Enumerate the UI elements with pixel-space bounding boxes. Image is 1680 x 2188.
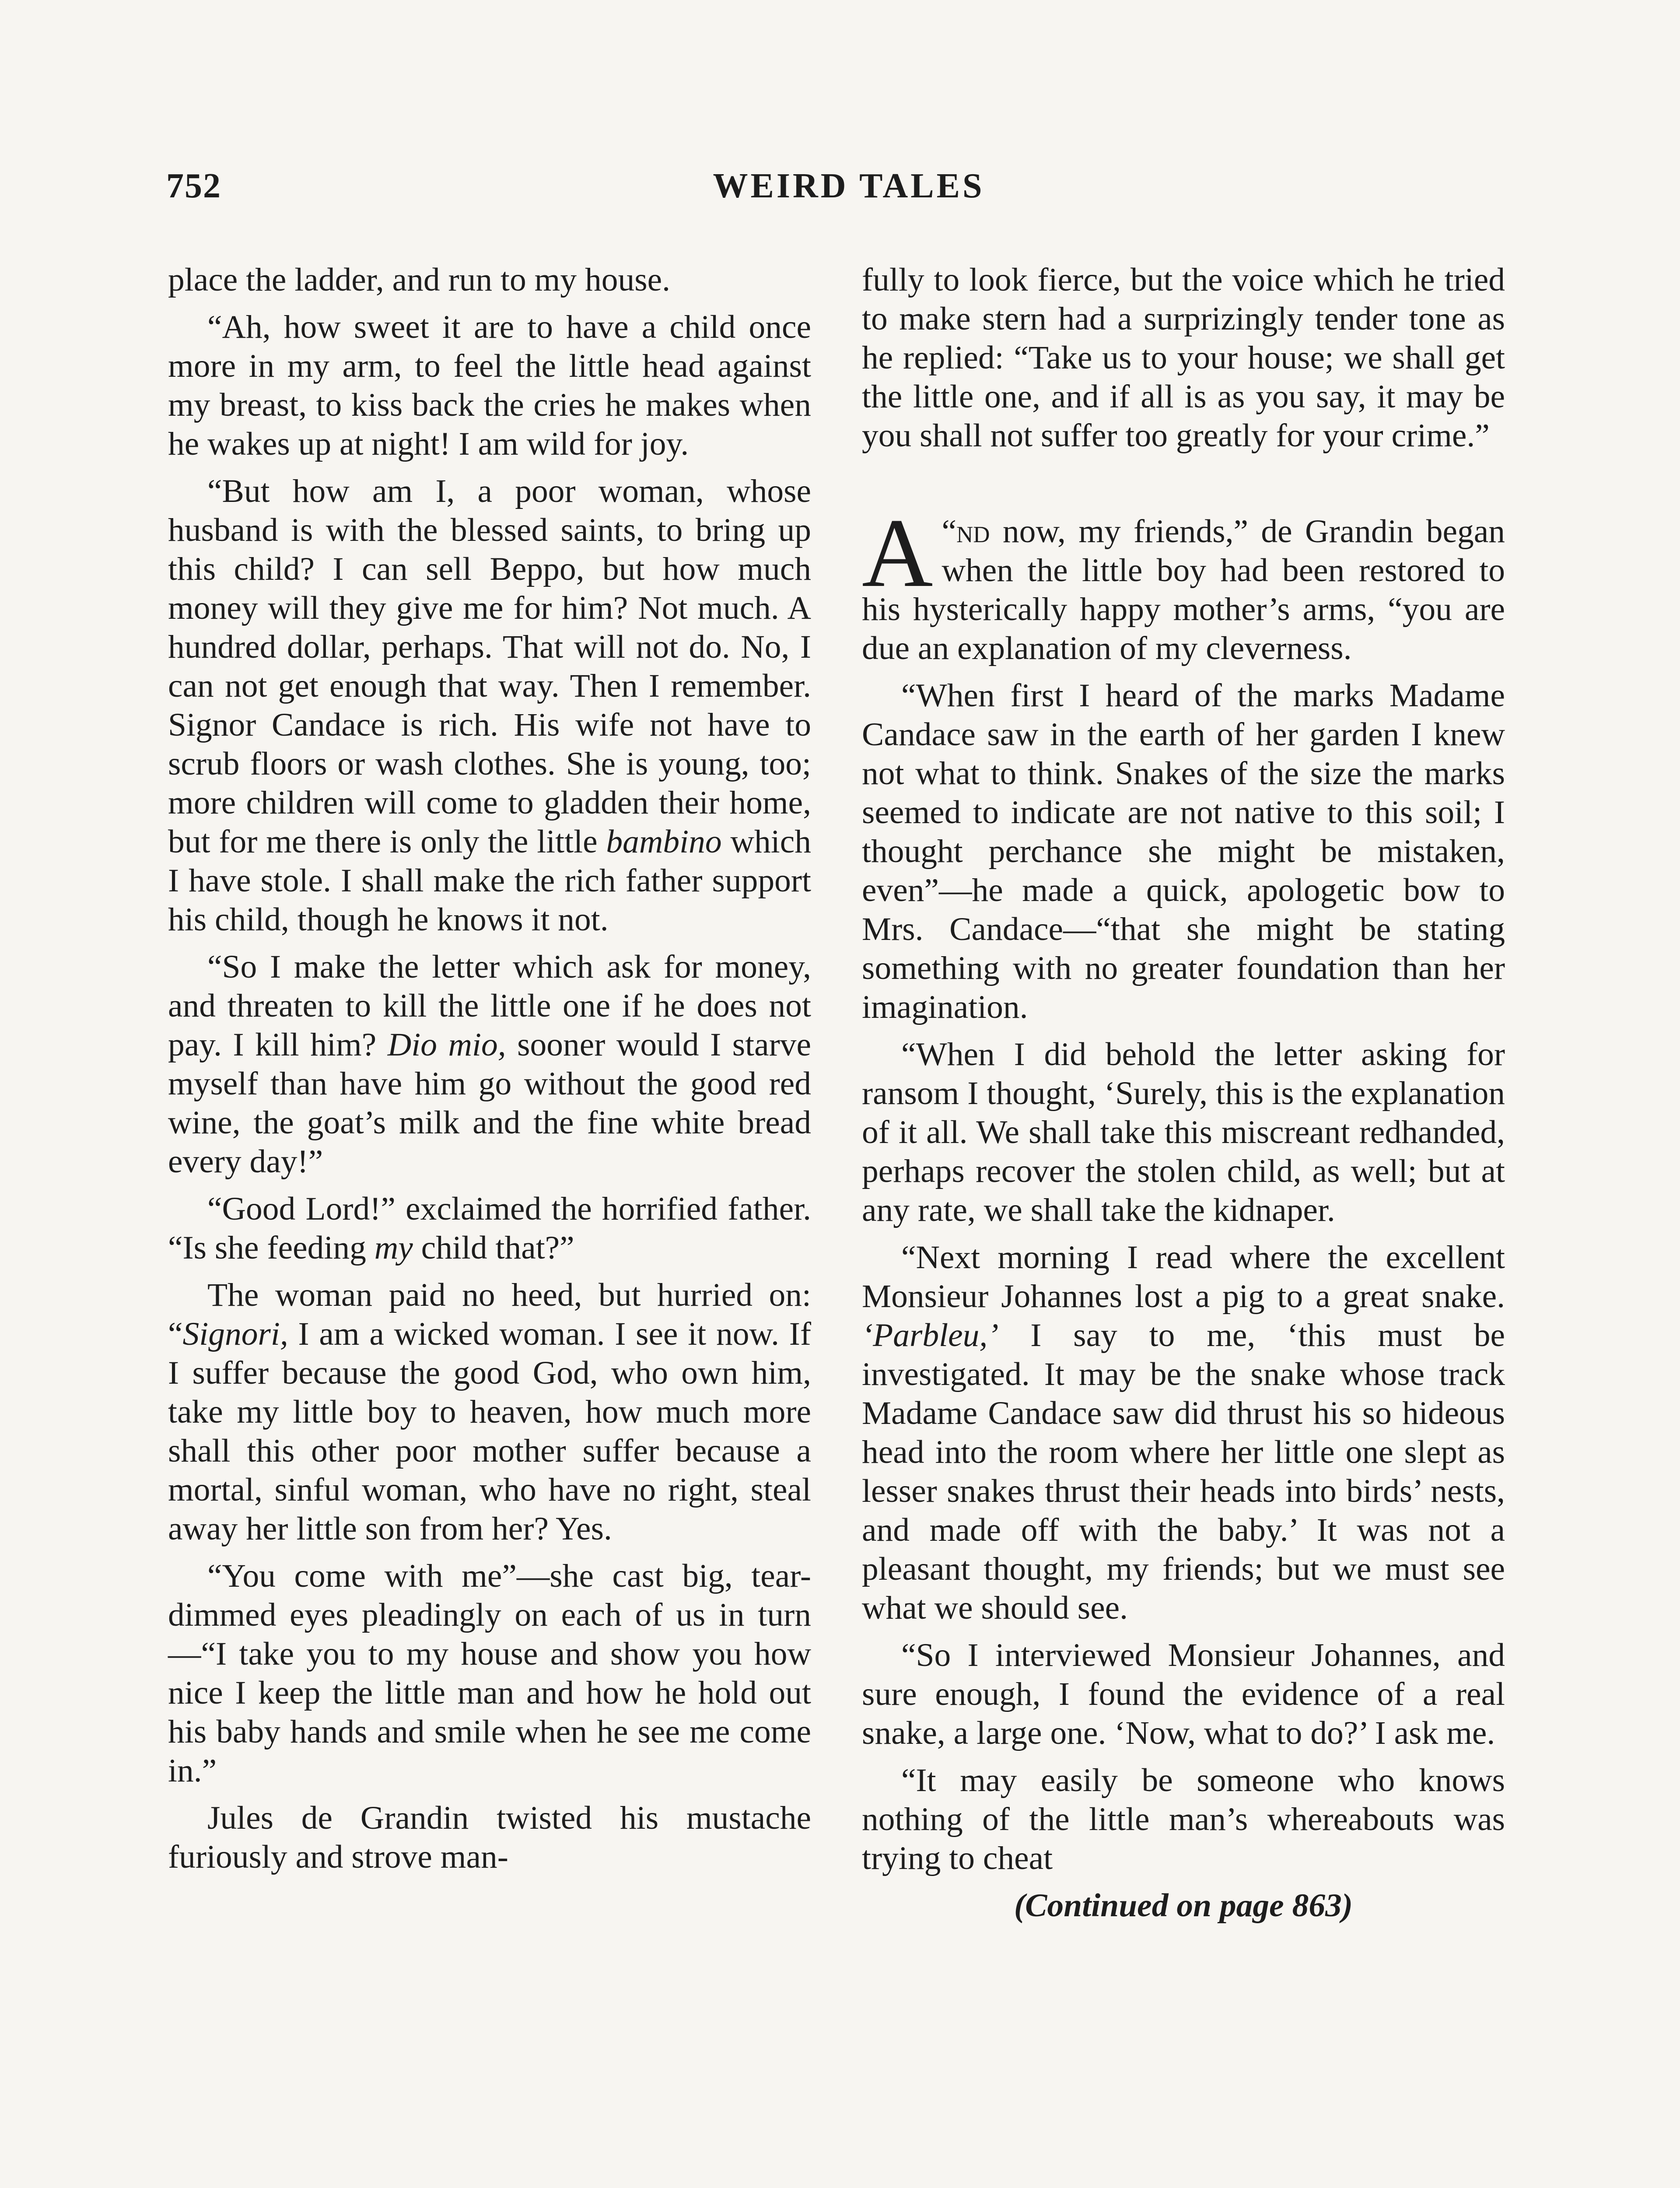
text-run: which I have stole. I shall make the rich father support his child, though he knows it not. bbox=[168, 824, 811, 938]
paragraph bbox=[168, 947, 811, 1181]
continued-notice: (Continued on page 863) bbox=[1014, 1887, 1353, 1924]
paragraph: place the ladder, and run to my house. bbox=[168, 262, 670, 298]
paragraph: “So I interviewed Monsieur Johannes, and sure enough, I found the evidence of a real snake, a large one. ‘Now, what to do?’ I ask me. bbox=[862, 1637, 1505, 1751]
italic-text: Dio mio, bbox=[387, 1027, 506, 1063]
paragraph: Jules de Grandin twisted his mustache furiously and strove man- bbox=[168, 1800, 811, 1875]
small-caps-text: nd bbox=[956, 513, 990, 550]
right-column bbox=[862, 260, 1505, 1933]
open-quote: “ bbox=[942, 513, 957, 550]
paragraph: fully to look fierce, but the voice which he tried to make stern had a surprizingly tender tone as he replied: “Take us to your house; we shall get the little one, and if all is as you say, it may be you shall not suffer too greatly for your crime.” bbox=[862, 262, 1505, 454]
left-column bbox=[168, 260, 811, 1885]
text-run: “Next morning I read where the excellent Monsieur Johannes lost a pig to a great snake. bbox=[862, 1239, 1505, 1315]
text-run: I am a wicked woman. I see it now. If I suffer because the good God, who own him, take my little boy to heaven, how much more shall this other poor mother suffer because a mortal, sinful woman, who have no right, steal away her little son from her? Yes. bbox=[168, 1316, 811, 1547]
text-run: “But how am I, a poor woman, whose husband is with the blessed saints, to bring up this child? I can sell Beppo, but how much money will they give me for him? Not much. A hundred dollar, perhaps. That will not do. No, I can not get enough that way. Then I remember. Signor Candace is rich. His wife not have to scrub floors or wash clothes. She is young, too; more children will come to gladden their home, but for me there is only the little bbox=[168, 473, 811, 860]
page-header bbox=[166, 166, 1531, 214]
text-run: now, my friends,” de Grandin began when the little boy had been restored to his hysterically happy mother’s arms, “you are due an explanation of my cleverness. bbox=[862, 513, 1505, 666]
text-run: The woman paid no heed, but hurried on: “ bbox=[168, 1277, 811, 1352]
magazine-title: WEIRD TALES bbox=[713, 167, 985, 205]
drop-cap: A bbox=[862, 498, 933, 607]
italic-text: bambino bbox=[606, 824, 722, 860]
text-run: “Good Lord!” exclaimed the horrified father. “Is she feeding bbox=[168, 1191, 811, 1266]
paragraph bbox=[168, 472, 811, 939]
paragraph bbox=[862, 1238, 1505, 1627]
italic-text: Signori, bbox=[182, 1316, 288, 1352]
paragraph: “When first I heard of the marks Madame Candace saw in the earth of her garden I knew not what to think. Snakes of the size the marks seemed to indicate are not native to this soil; I thought perchance she might be mistaken, even”—he made a quick, apologetic bow to Mrs. Candace—“that she might be stating something with no greater foundation than her imagination. bbox=[862, 677, 1505, 1025]
paragraph bbox=[168, 1276, 811, 1548]
paragraph bbox=[168, 1189, 811, 1267]
text-run: sooner would I starve myself than have him go without the good red wine, the goat’s milk and the fine white bread every day!” bbox=[168, 1027, 811, 1180]
text-run: I say to me, ‘this must be investigated. It may be the snake whose track Madame Candace saw did thrust his so hideous head into the room where her little one slept as lesser snakes thrust their heads into birds’ nests, and made off with the baby.’ It was not a pleasant thought, my friends; but we must see what we should see. bbox=[862, 1317, 1505, 1626]
italic-text: ‘Parbleu,’ bbox=[862, 1317, 999, 1353]
paragraph: “When I did behold the letter asking for ransom I thought, ‘Surely, this is the explanation of it all. We shall take this miscreant redhanded, perhaps recover the stolen child, as well; but at any rate, we shall take the kidnaper. bbox=[862, 1036, 1505, 1228]
section-opening-paragraph bbox=[862, 498, 1505, 668]
paragraph: “You come with me”—she cast big, tear-dimmed eyes pleadingly on each of us in turn—“I take you to my house and show you how nice I keep the little man and how he hold out his baby hands and smile when he see me come in.” bbox=[168, 1558, 811, 1789]
text-run: “So I make the letter which ask for money, and threaten to kill the little one if he does not pay. I kill him? bbox=[168, 949, 811, 1063]
paragraph: “Ah, how sweet it are to have a child once more in my arm, to feel the little head against my breast, to kiss back the cries he makes when he wakes up at night! I am wild for joy. bbox=[168, 309, 811, 462]
italic-text: my bbox=[374, 1230, 413, 1266]
text-run: child that?” bbox=[413, 1230, 574, 1266]
page-number: 752 bbox=[166, 167, 221, 205]
paragraph: “It may easily be someone who knows nothing of the little man’s whereabouts was trying to cheat bbox=[862, 1762, 1505, 1876]
